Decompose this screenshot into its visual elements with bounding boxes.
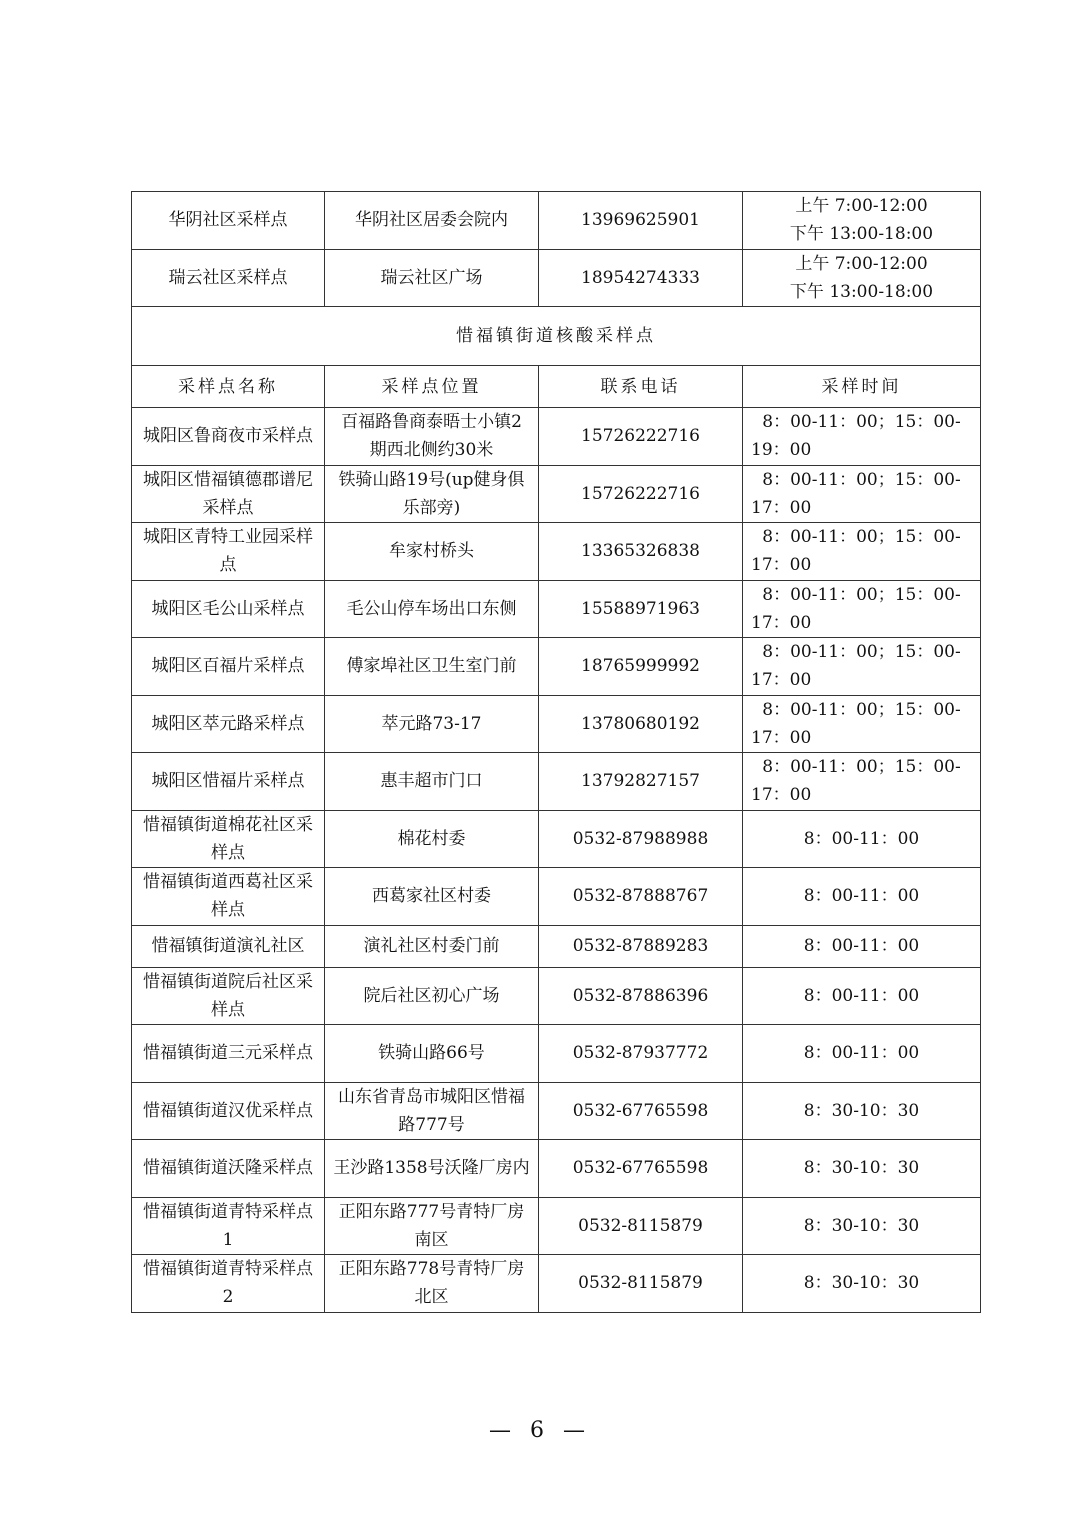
site-phone-cell: 18954274333 (539, 249, 743, 307)
site-location-cell: 演礼社区村委门前 (325, 925, 539, 967)
site-time-cell: 8：00-11：00；15：00-17：00 (743, 580, 981, 638)
site-phone-cell: 0532-87889283 (539, 925, 743, 967)
site-time-cell (743, 249, 981, 307)
site-phone-cell: 0532-67765598 (539, 1140, 743, 1198)
site-phone-cell: 0532-87886396 (539, 967, 743, 1025)
sampling-sites-table (131, 191, 981, 1313)
site-name-cell: 城阳区毛公山采样点 (132, 580, 325, 638)
section-title-row (132, 307, 981, 366)
site-phone-cell: 13780680192 (539, 695, 743, 753)
table-row (132, 465, 981, 523)
site-phone-cell: 0532-8115879 (539, 1255, 743, 1313)
site-name-cell: 惜福镇街道青特采样点2 (132, 1255, 325, 1313)
table-row (132, 1197, 981, 1255)
site-location-cell: 傅家埠社区卫生室门前 (325, 638, 539, 696)
table-row (132, 523, 981, 581)
site-time-cell: 8：00-11：00 (743, 925, 981, 967)
site-name-cell: 惜福镇街道演礼社区 (132, 925, 325, 967)
site-name-cell: 惜福镇街道汉优采样点 (132, 1082, 325, 1140)
site-name-cell: 城阳区惜福镇德郡谱尼采样点 (132, 465, 325, 523)
site-phone-cell: 15588971963 (539, 580, 743, 638)
site-name-cell: 城阳区鲁商夜市采样点 (132, 408, 325, 466)
time-am: 上午 7:00-12:00 (795, 196, 928, 217)
table-row (132, 868, 981, 926)
time-am: 上午 7:00-12:00 (795, 253, 928, 274)
site-location-cell: 铁骑山路19号(up健身俱乐部旁) (325, 465, 539, 523)
site-location-cell: 瑞云社区广场 (325, 249, 539, 307)
site-time-cell: 8：30-10：30 (743, 1082, 981, 1140)
site-time-cell: 8：00-11：00；15：00-17：00 (743, 523, 981, 581)
table-row (132, 925, 981, 967)
site-name-cell: 惜福镇街道青特采样点1 (132, 1197, 325, 1255)
site-phone-cell: 0532-87888767 (539, 868, 743, 926)
site-name-cell: 惜福镇街道三元采样点 (132, 1025, 325, 1083)
site-time-cell: 8：00-11：00；15：00-17：00 (743, 465, 981, 523)
site-name-cell: 惜福镇街道院后社区采样点 (132, 967, 325, 1025)
site-location-cell: 王沙路1358号沃隆厂房内 (325, 1140, 539, 1198)
table-row (132, 753, 981, 811)
site-time-cell: 8：00-11：00 (743, 967, 981, 1025)
table-row (132, 192, 981, 250)
site-time-cell: 8：30-10：30 (743, 1255, 981, 1313)
table-row (132, 810, 981, 868)
site-location-cell: 正阳东路777号青特厂房南区 (325, 1197, 539, 1255)
site-phone-cell: 0532-67765598 (539, 1082, 743, 1140)
table-row (132, 408, 981, 466)
site-phone-cell: 13969625901 (539, 192, 743, 250)
site-location-cell: 毛公山停车场出口东侧 (325, 580, 539, 638)
site-phone-cell: 15726222716 (539, 465, 743, 523)
site-phone-cell: 18765999992 (539, 638, 743, 696)
site-location-cell: 华阴社区居委会院内 (325, 192, 539, 250)
header-site-name: 采样点名称 (132, 366, 325, 408)
header-site-location: 采样点位置 (325, 366, 539, 408)
site-time-cell (743, 192, 981, 250)
site-location-cell: 西葛家社区村委 (325, 868, 539, 926)
site-location-cell: 正阳东路778号青特厂房北区 (325, 1255, 539, 1313)
header-phone: 联系电话 (539, 366, 743, 408)
site-time-cell: 8：00-11：00；15：00-17：00 (743, 695, 981, 753)
site-phone-cell: 15726222716 (539, 408, 743, 466)
site-location-cell: 铁骑山路66号 (325, 1025, 539, 1083)
site-name-cell: 城阳区百福片采样点 (132, 638, 325, 696)
time-pm: 下午 13:00-18:00 (789, 224, 934, 245)
header-time: 采样时间 (743, 366, 981, 408)
site-time-cell: 8：30-10：30 (743, 1140, 981, 1198)
site-time-cell: 8：00-11：00 (743, 810, 981, 868)
table-row (132, 967, 981, 1025)
site-location-cell: 萃元路73-17 (325, 695, 539, 753)
site-name-cell: 城阳区萃元路采样点 (132, 695, 325, 753)
site-location-cell: 惠丰超市门口 (325, 753, 539, 811)
table-row (132, 1255, 981, 1313)
table-row (132, 1140, 981, 1198)
site-phone-cell: 0532-87988988 (539, 810, 743, 868)
site-name-cell: 惜福镇街道沃隆采样点 (132, 1140, 325, 1198)
time-pm: 下午 13:00-18:00 (789, 281, 934, 302)
site-name-cell: 惜福镇街道棉花社区采样点 (132, 810, 325, 868)
site-phone-cell: 0532-8115879 (539, 1197, 743, 1255)
table-row (132, 580, 981, 638)
table-row (132, 695, 981, 753)
site-location-cell: 棉花村委 (325, 810, 539, 868)
header-row (132, 366, 981, 408)
page-number: — 6 — (489, 1418, 591, 1443)
table-row (132, 638, 981, 696)
site-name-cell: 惜福镇街道西葛社区采样点 (132, 868, 325, 926)
site-phone-cell: 13792827157 (539, 753, 743, 811)
section-title: 惜福镇街道核酸采样点 (132, 307, 981, 366)
site-name-cell: 华阴社区采样点 (132, 192, 325, 250)
site-name-cell: 城阳区惜福片采样点 (132, 753, 325, 811)
site-time-cell: 8：00-11：00；15：00-19：00 (743, 408, 981, 466)
table-row (132, 249, 981, 307)
site-phone-cell: 13365326838 (539, 523, 743, 581)
site-time-cell: 8：00-11：00 (743, 1025, 981, 1083)
site-location-cell: 山东省青岛市城阳区惜福路777号 (325, 1082, 539, 1140)
site-name-cell: 瑞云社区采样点 (132, 249, 325, 307)
site-phone-cell: 0532-87937772 (539, 1025, 743, 1083)
site-time-cell: 8：00-11：00；15：00-17：00 (743, 753, 981, 811)
table-row (132, 1082, 981, 1140)
site-time-cell: 8：00-11：00 (743, 868, 981, 926)
site-location-cell: 牟家村桥头 (325, 523, 539, 581)
site-time-cell: 8：00-11：00；15：00-17：00 (743, 638, 981, 696)
site-location-cell: 百福路鲁商泰晤士小镇2期西北侧约30米 (325, 408, 539, 466)
site-name-cell: 城阳区青特工业园采样点 (132, 523, 325, 581)
site-time-cell: 8：30-10：30 (743, 1197, 981, 1255)
table-row (132, 1025, 981, 1083)
site-location-cell: 院后社区初心广场 (325, 967, 539, 1025)
